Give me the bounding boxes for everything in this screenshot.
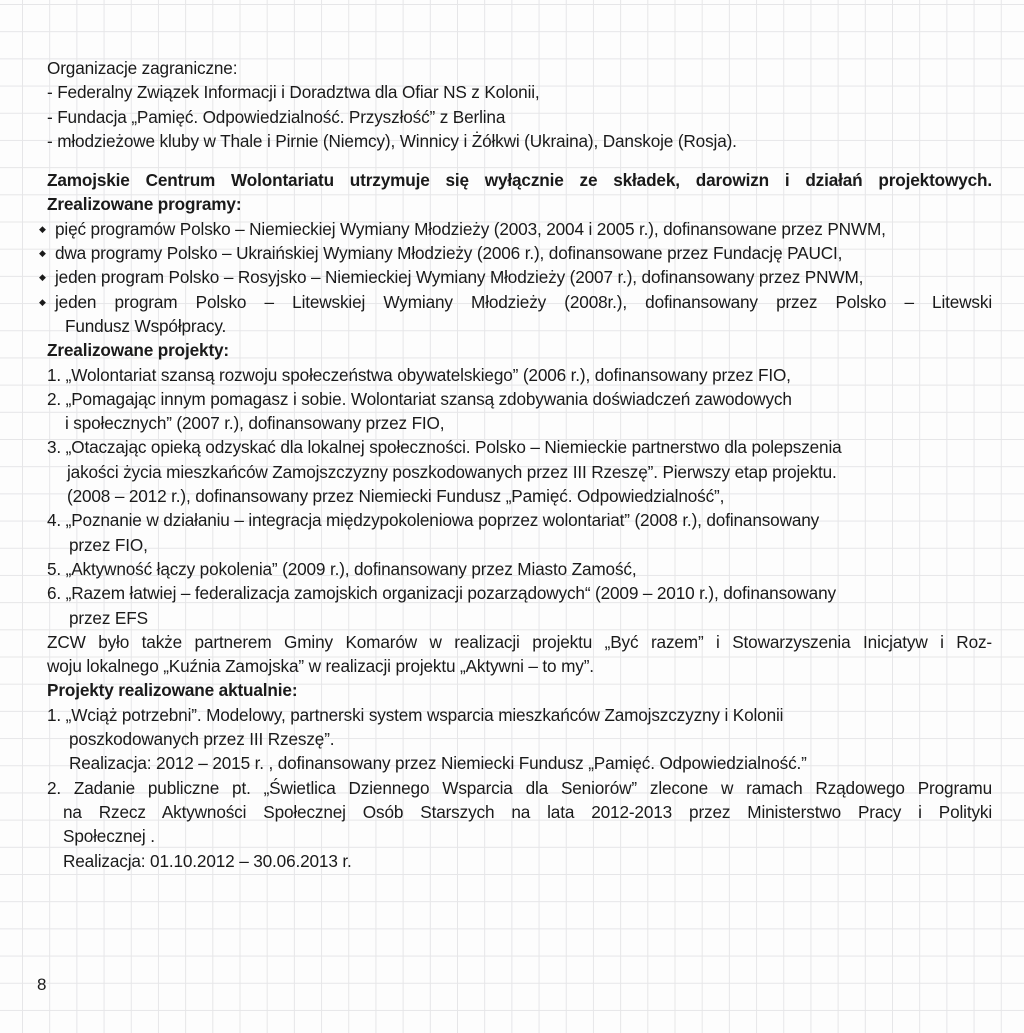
current-project-line: 2. Zadanie publiczne pt. „Świetlica Dziennego Wsparcia dla Seniorów” zlecone w ramach Rządowego Programu — [47, 777, 992, 798]
program-item: ◆ dwa programy Polsko – Ukraińskiej Wymiany Młodzieży (2006 r.), dofinansowane przez Fundację PAUCI, — [47, 241, 992, 265]
program-item: ◆ jeden program Polsko – Litewskiej Wymiany Młodzieży (2008r.), dofinansowany przez Polsko – Litewski — [47, 290, 992, 314]
foreign-orgs-heading: Organizacje zagraniczne: — [47, 58, 238, 78]
project-line: i społecznych” (2007 r.), dofinansowany przez FIO, — [65, 413, 445, 434]
partner-note: woju lokalnego „Kuźnia Zamojska” w realizacji projektu „Aktywni – to my”. — [47, 656, 594, 677]
programs-heading: Zrealizowane programy: — [47, 194, 242, 215]
current-projects-heading: Projekty realizowane aktualnie: — [47, 680, 298, 701]
project-line: 3. „Otaczając opieką odzyskać dla lokalnej społeczności. Polsko – Niemieckie partnerstwo dla polepszenia — [47, 437, 842, 458]
program-item-continuation: Fundusz Współpracy. — [65, 315, 227, 336]
project-line: przez EFS — [69, 607, 148, 628]
funding-statement: Zamojskie Centrum Wolontariatu utrzymuje się wyłącznie ze składek, darowizn i działań projektowych. — [47, 170, 992, 191]
program-item: ◆ jeden program Polsko – Rosyjsko – Niemieckiej Wymiany Młodzieży (2007 r.), dofinansowany przez PNWM, — [47, 265, 992, 289]
project-line: jakości życia mieszkańców Zamojszczyzny poszkodowanych przez III Rzeszę”. Pierwszy etap projektu. — [67, 461, 837, 482]
foreign-org-item: - Federalny Związek Informacji i Doradztwa dla Ofiar NS z Kolonii, — [47, 82, 540, 103]
foreign-org-item: - młodzieżowe kluby w Thale i Pirnie (Niemcy), Winnicy i Żółkwi (Ukraina), Danskoje (Rosja). — [47, 130, 737, 151]
page-number: 8 — [37, 975, 47, 994]
project-line: 2. „Pomagając innym pomagasz i sobie. Wolontariat szansą zdobywania doświadczeń zawodowych — [47, 388, 792, 409]
current-project-line: Społecznej . — [63, 826, 155, 847]
project-line: (2008 – 2012 r.), dofinansowany przez Niemiecki Fundusz „Pamięć. Odpowiedzialność”, — [67, 486, 725, 507]
project-line: 1. „Wolontariat szansą rozwoju społeczeństwa obywatelskiego” (2006 r.), dofinansowany przez FIO, — [47, 364, 791, 385]
project-line: 6. „Razem łatwiej – federalizacja zamojskich organizacji pozarządowych“ (2009 – 2010 r.), dofinansowany — [47, 583, 836, 604]
project-line: przez FIO, — [69, 534, 148, 555]
document-page — [47, 56, 992, 873]
foreign-org-item: - Fundacja „Pamięć. Odpowiedzialność. Przyszłość” z Berlina — [47, 106, 506, 127]
current-project-line: 1. „Wciąż potrzebni”. Modelowy, partnerski system wsparcia mieszkańców Zamojszczyzny i Kolonii — [47, 704, 784, 725]
current-project-line: poszkodowanych przez III Rzeszę”. — [69, 729, 335, 750]
project-line: 4. „Poznanie w działaniu – integracja międzypokoleniowa poprzez wolontariat” (2008 r.), dofinansowany — [47, 510, 820, 531]
spacer — [47, 153, 992, 168]
current-project-line: Realizacja: 01.10.2012 – 30.06.2013 r. — [63, 850, 352, 871]
current-project-line: Realizacja: 2012 – 2015 r. , dofinansowany przez Niemiecki Fundusz „Pamięć. Odpowiedzialność.” — [69, 753, 807, 774]
projects-heading: Zrealizowane projekty: — [47, 340, 229, 361]
program-item: ◆ pięć programów Polsko – Niemieckiej Wymiany Młodzieży (2003, 2004 i 2005 r.), dofinansowane przez PNWM, — [47, 217, 992, 241]
partner-note: ZCW było także partnerem Gminy Komarów w realizacji projektu „Być razem” i Stowarzyszenia Inicjatyw i Roz- — [47, 631, 992, 652]
current-project-line: na Rzecz Aktywności Społecznej Osób Starszych na lata 2012-2013 przez Ministerstwo Pracy i Polityki — [63, 801, 992, 822]
project-line: 5. „Aktywność łączy pokolenia” (2009 r.), dofinansowany przez Miasto Zamość, — [47, 558, 637, 579]
